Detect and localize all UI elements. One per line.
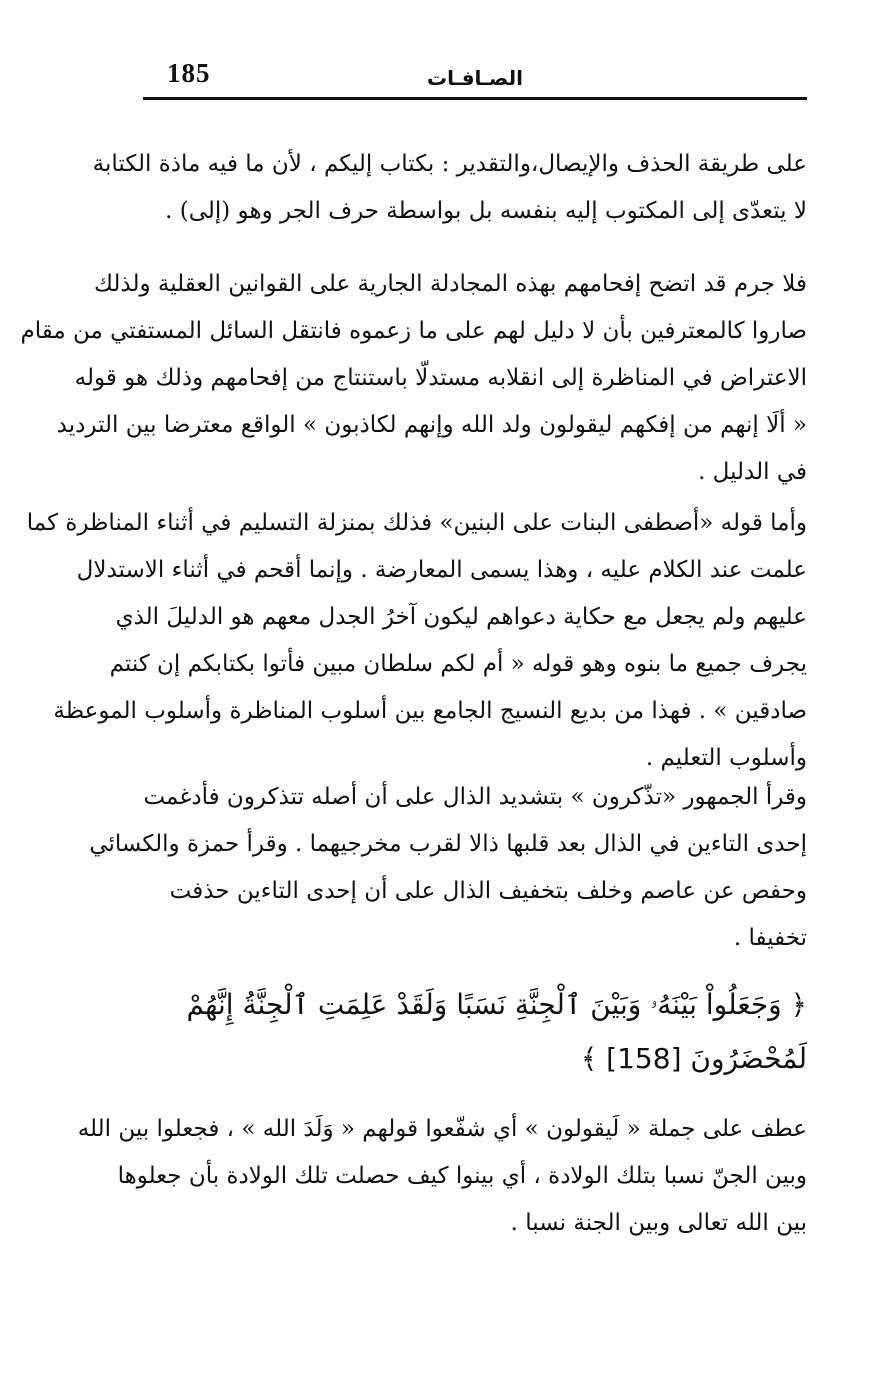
- verse-line: ﴿ وَجَعَلُواْ بَيْنَهُۥ وَبَيْنَ ٱلْجِنَّةِ نَسَبًا وَلَقَدْ عَلِمَتِ ٱلْجِنَّةُ إِنَّهُمْ: [186, 988, 807, 1021]
- paragraph-closing: [77, 1106, 807, 1247]
- text-line: يجرف جميع ما بنوه وهو قوله « أم لكم سلطان مبين فأتوا بكتابكم إن كنتم: [109, 651, 807, 677]
- page-number: 185: [167, 58, 211, 88]
- text-line: في الدليل .: [698, 459, 807, 485]
- text-line: وأما قوله «أصطفى البنات على البنين» فذلك بمنزلة التسليم في أثناء المناظرة كما: [26, 510, 807, 536]
- header-divider: [143, 97, 807, 100]
- text-line: فلا جرم قد اتضح إفحامهم بهذه المجادلة الجارية على القوانين العقلية ولذلك: [93, 271, 807, 297]
- paragraph-1: [92, 141, 807, 235]
- page-header: [143, 52, 807, 98]
- text-line: على طريقة الحذف والإيصال،والتقدير : بكتاب إليكم ، لأن ما فيه ماذة الكتابة: [92, 151, 807, 177]
- text-line: عليهم ولم يجعل مع حكاية دعواهم ليكون آخرُ الجدل معهم هو الدليلَ الذي: [115, 604, 807, 630]
- quran-verse: [143, 978, 807, 1086]
- text-line: « ألَا إنهم من إفكهم ليقولون ولد الله وإنهم لكاذبون » الواقع معترضا بين الترديد: [56, 412, 807, 438]
- paragraph-3: [26, 500, 807, 782]
- text-line: وقرأ الجمهور «تذّكرون » بتشديد الذال على أن أصله تتذكرون فأدغمت: [143, 784, 807, 810]
- text-line: تخفيفا .: [733, 925, 807, 951]
- paragraph-4: [89, 774, 807, 962]
- text-line: الاعتراض في المناظرة إلى انقلابه مستدلّا باستنتاج من إفحامهم وذلك هو قوله: [74, 365, 807, 391]
- surah-title: الصـافـات: [427, 66, 523, 90]
- text-line: علمت عند الكلام عليه ، وهذا يسمى المعارضة . وإنما أقحم في أثناء الاستدلال: [76, 557, 807, 583]
- text-line: عطف على جملة « لَيقولون » أي شفّعوا قولهم « وَلَدَ الله » ، فجعلوا بين الله: [77, 1116, 807, 1142]
- text-line: بين الله تعالى وبين الجنة نسبا .: [510, 1210, 807, 1236]
- text-line: إحدى التاءين في الذال بعد قلبها ذالا لقرب مخرجيهما . وقرأ حمزة والكسائي: [89, 831, 807, 857]
- text-line: وبين الجنّ نسبا بتلك الولادة ، أي بينوا كيف حصلت تلك الولادة بأن جعلوها: [117, 1163, 807, 1189]
- text-line: وأسلوب التعليم .: [645, 745, 807, 771]
- text-line: صادقين » . فهذا من بديع النسيج الجامع بين أسلوب المناظرة وأسلوب الموعظة: [53, 698, 807, 724]
- paragraph-2: [20, 261, 807, 496]
- text-line: وحفص عن عاصم وخلف بتخفيف الذال على أن إحدى التاءين حذفت: [169, 878, 807, 904]
- verse-line: لَمُحْضَرُونَ [158] ﴾: [580, 1042, 807, 1075]
- text-line: صاروا كالمعترفين بأن لا دليل لهم على ما زعموه فانتقل السائل المستفتي من مقام: [20, 318, 807, 344]
- text-line: لا يتعدّى إلى المكتوب إليه بنفسه بل بواسطة حرف الجر وهو (إلى) .: [165, 198, 807, 224]
